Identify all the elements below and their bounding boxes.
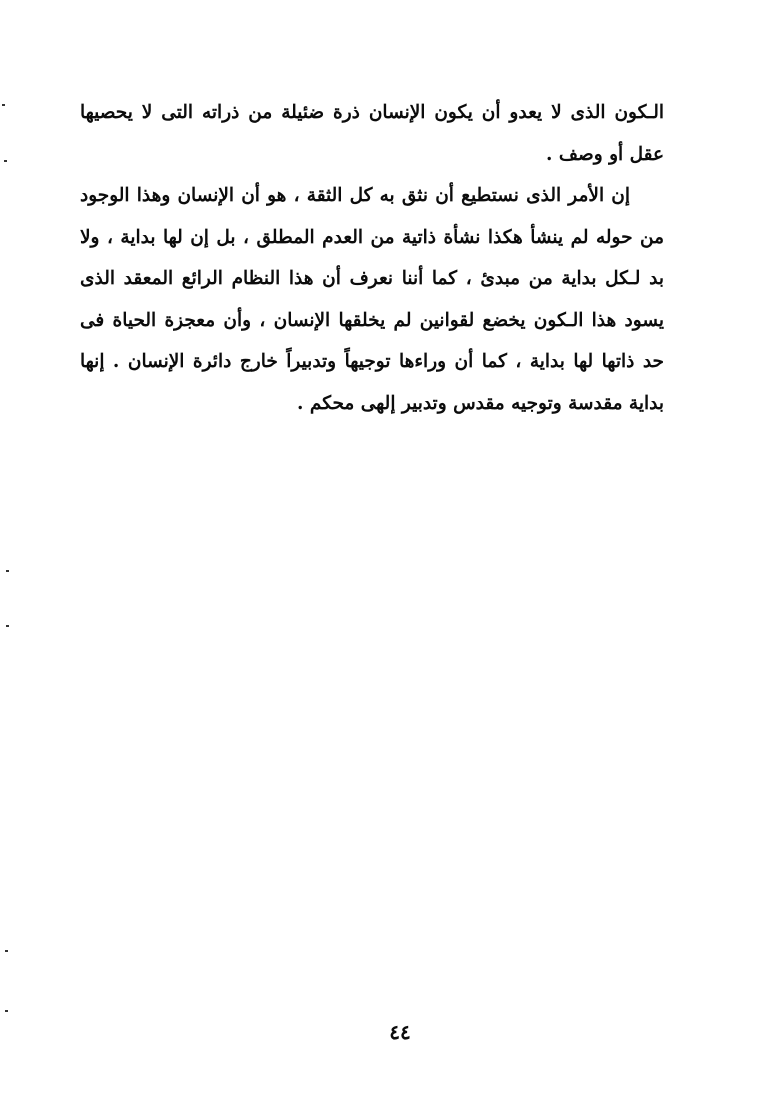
paragraph-text: إن الأمر الذى نستطيع أن نثق به كل الثقة ، هو أن الإنسان وهذا الوجود من حوله لم ينشأ هكذا نشأة ذاتية من العدم المطلق ، بل إن لها بداية ، ولا بد لـكل بداية من مبدئ ، كما أننا نعرف أن هذا النظام الرائع المعقد الذى يسود هذا الـكون يخضع لقوانين لم يخلقها الإنسان ، وأن معجزة الحياة فى حد ذاتها لها بداية ، كما أن وراءها توجيهاً وتدبيراً خارج دائرة الإنسان . إنها بداية مقدسة وتوجيه مقدس وتدبير إلهى محكم . — [80, 185, 664, 414]
scan-speck — [6, 570, 9, 572]
scan-speck — [5, 950, 8, 952]
scan-speck — [5, 1010, 8, 1012]
page-number: ٤٤ — [389, 1020, 411, 1044]
scan-speck — [6, 625, 9, 627]
scan-speck — [2, 104, 5, 106]
scan-speck — [4, 160, 7, 162]
paragraph-1-continuation — [80, 92, 664, 175]
paragraph-text: الـكون الذى لا يعدو أن يكون الإنسان ذرة ضئيلة من ذراته التى لا يحصيها عقل أو وصف . — [80, 102, 664, 165]
paragraph-2 — [80, 175, 664, 424]
